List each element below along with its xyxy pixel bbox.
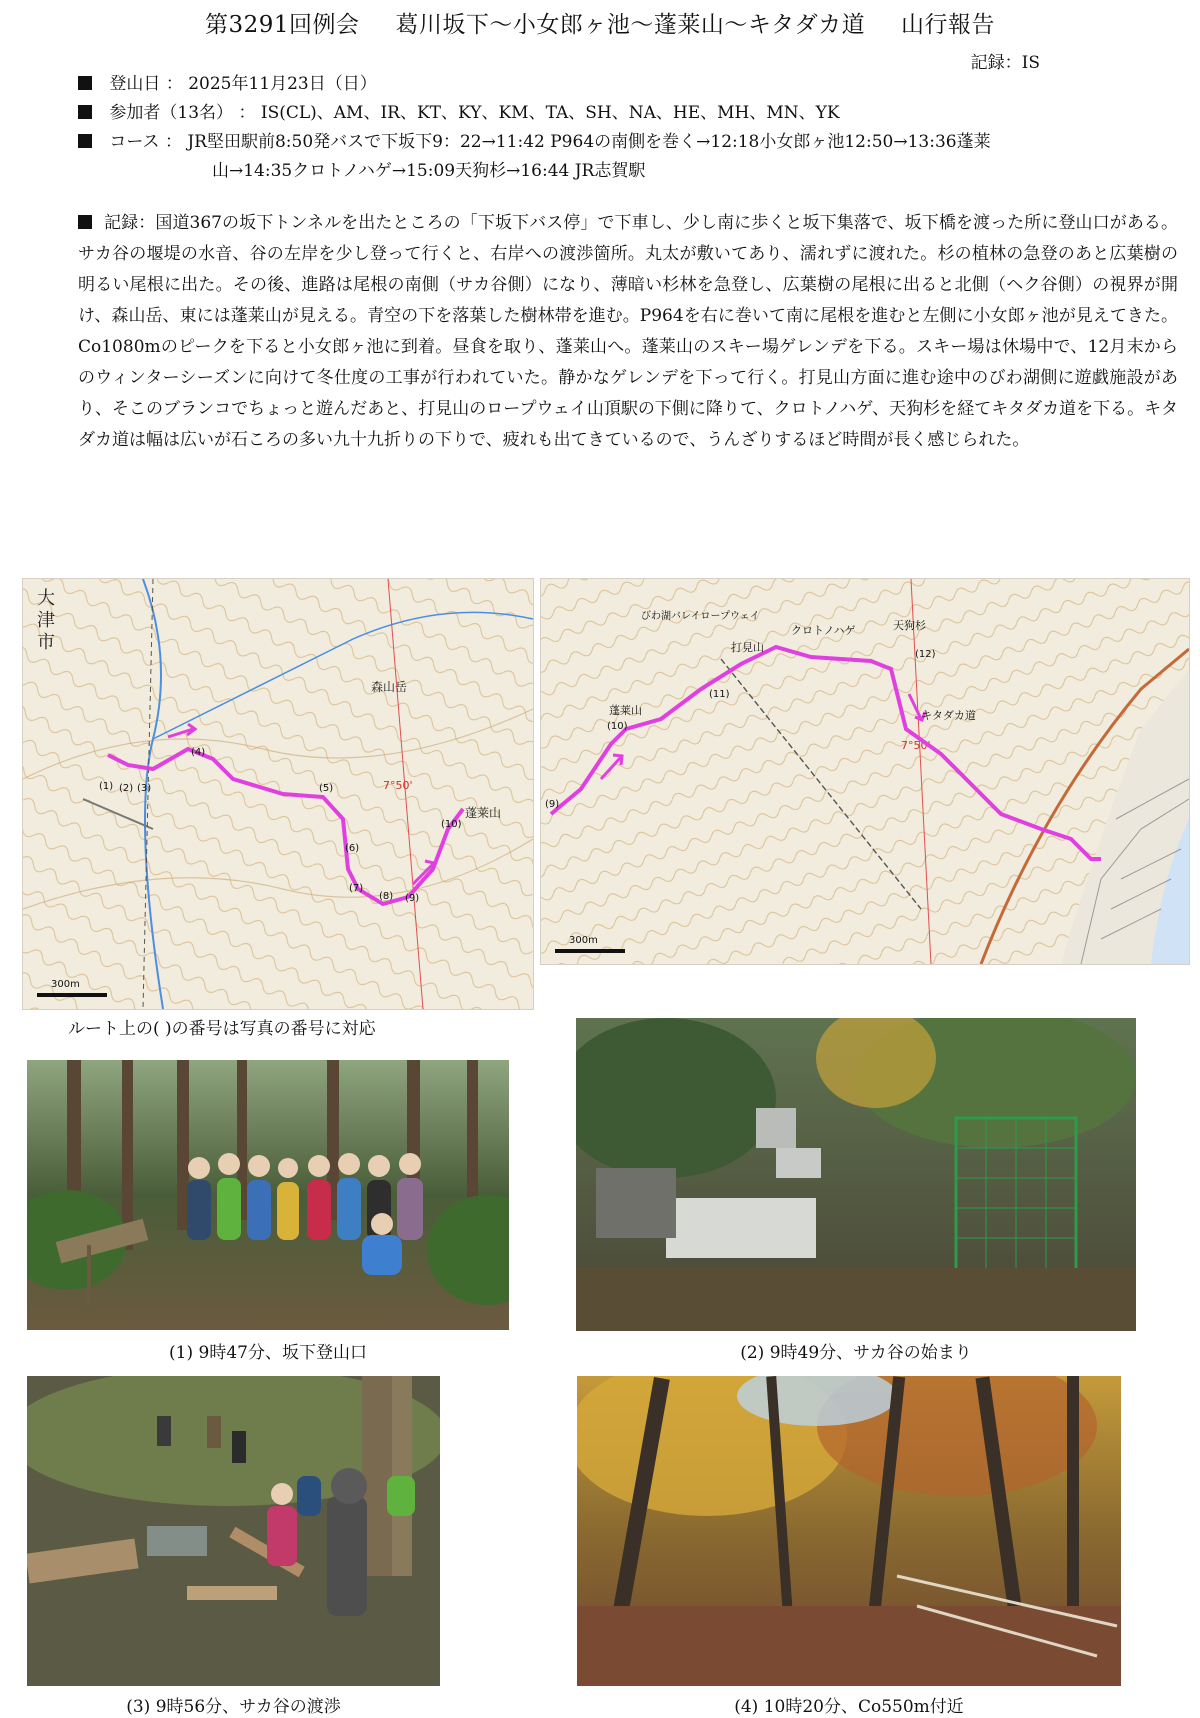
point-label-5: (5) bbox=[319, 783, 334, 794]
photo-trailhead-group bbox=[27, 1060, 509, 1330]
members-row bbox=[78, 99, 1178, 128]
record-label: 記録 bbox=[104, 213, 139, 233]
meeting-number: 第3291回例会 bbox=[205, 12, 360, 38]
point-label-6: (6) bbox=[345, 843, 360, 854]
route-map-east bbox=[540, 578, 1190, 965]
bullet-square-icon bbox=[78, 215, 92, 229]
point-label-10: (10) bbox=[607, 721, 628, 732]
photo-saka-valley-start bbox=[576, 1018, 1136, 1331]
mt-moriyama-label: 森山岳 bbox=[371, 680, 408, 694]
route-map-west bbox=[22, 578, 534, 1010]
photo-caption-3: (3) 9時56分、サカ谷の渡渉 bbox=[126, 1697, 341, 1717]
record-text-block bbox=[78, 208, 1178, 456]
point-label-11: (11) bbox=[709, 689, 730, 700]
date-label: 登山日 bbox=[109, 74, 161, 94]
point-label-8: (8) bbox=[379, 891, 394, 902]
point-label-12: (12) bbox=[915, 649, 936, 660]
photo-caption-2: (2) 9時49分、サカ谷の始まり bbox=[740, 1343, 972, 1363]
page-title bbox=[0, 6, 1200, 39]
scale-bar: 300m bbox=[569, 935, 598, 946]
tengu-label: 天狗杉 bbox=[893, 619, 926, 632]
members-label: 参加者（13名） bbox=[109, 103, 234, 123]
course-row bbox=[78, 128, 1178, 157]
point-label-1: (1) bbox=[99, 781, 114, 792]
uchimi-label: 打見山 bbox=[731, 641, 764, 654]
photo-co550m bbox=[577, 1376, 1121, 1686]
point-label-4: (4) bbox=[191, 747, 206, 758]
recorder: 記録：IS bbox=[970, 53, 1040, 73]
bullet-square-icon bbox=[78, 76, 92, 90]
info-block bbox=[78, 70, 1178, 186]
course-row-continued: 山→14:35クロトノハゲ→15:09天狗杉→16:44 JR志賀駅 bbox=[212, 161, 646, 181]
photo-caption-4: (4) 10時20分、Co550m付近 bbox=[734, 1697, 964, 1717]
report-label: 山行報告 bbox=[900, 12, 995, 38]
ropeway-label: びわ湖バレイロープウェイ bbox=[641, 611, 760, 622]
declination-label: 7°50' bbox=[901, 739, 931, 752]
date-value: ： 2025年11月23日（日） bbox=[165, 74, 377, 94]
declination-label: 7°50' bbox=[383, 779, 413, 792]
photo-saka-valley-crossing bbox=[27, 1376, 440, 1686]
record-text: ：国道367の坂下トンネルを出たところの「下坂下バス停」で下車し、少し南に歩くと坂下集落で、坂下橋を渡った所に登山口がある。サカ谷の堰堤の水音、谷の左岸を少し登って行くと、右岸への渡渉箇所。丸太が敷いてあり、濡れずに渡れた。杉の植林の急登のあと広葉樹の明るい尾根に出た。その後、進路は尾根の南側（サカ谷側）になり、薄暗い杉林を急登し、広葉樹の尾根に出ると北側（ヘク谷側）の視界が開け、森山岳、東には蓬莱山が見える。青空の下を落葉した樹林帯を進む。P964を右に巻いて南に尾根を進むと左側に小女郎ヶ池が見えてきた。 Co1080mのピークを下ると小女郎ヶ池に到着。昼食を取り、蓬莱山へ。蓬莱山のスキー場ゲレンデを下る。スキー場は休場中で、12月末からのウィンターシーズンに向けて冬仕度の工事が行われていた。静かなゲレンデを下って行く。打見山方面に進む途中のびわ湖側に遊戯施設があり、そこのブランコでちょっと遊んだあと、打見山のロープウェイ山頂駅の下側に降りて、クロトノハゲ、天狗杉を経てキタダカ道を下る。キタダカ道は幅は広いが石ころの多い九十九折りの下りで、疲れも出てきているので、うんざりするほど時間が長く感じられた。 bbox=[78, 213, 1178, 450]
city-label: 大津市 bbox=[37, 588, 55, 653]
photo-caption-1: (1) 9時47分、坂下登山口 bbox=[169, 1343, 367, 1363]
mt-horai-label: 蓬莱山 bbox=[465, 806, 502, 820]
bullet-square-icon bbox=[78, 134, 92, 148]
members-value: ： IS(CL)、AM、IR、KT、KY、KM、TA、SH、NA、HE、MH、MN、YK bbox=[238, 103, 840, 123]
route-name: 葛川坂下〜小女郎ヶ池〜蓬莱山〜キタダカ道 bbox=[395, 12, 866, 38]
point-label-10: (10) bbox=[441, 819, 462, 830]
point-label-3: (3) bbox=[137, 783, 152, 794]
point-label-9: (9) bbox=[405, 893, 420, 904]
kitadaka-label: キタダカ道 bbox=[921, 709, 976, 722]
horai-label: 蓬莱山 bbox=[609, 704, 642, 717]
kurotonohage-label: クロトノハゲ bbox=[791, 624, 856, 637]
scale-bar: 300m bbox=[51, 979, 80, 990]
course-label: コース bbox=[109, 132, 160, 152]
course-value: ： JR堅田駅前8:50発バスで下坂下9：22→11:42 P964の南側を巻く→12:18小女郎ヶ池12:50→13:36蓬莱 bbox=[164, 132, 991, 152]
point-label-9: (9) bbox=[545, 799, 560, 810]
map-note: ルート上の( )の番号は写真の番号に対応 bbox=[68, 1019, 376, 1039]
point-label-2: (2) bbox=[119, 783, 134, 794]
date-row bbox=[78, 70, 1178, 99]
bullet-square-icon bbox=[78, 105, 92, 119]
point-label-7: (7) bbox=[349, 883, 364, 894]
